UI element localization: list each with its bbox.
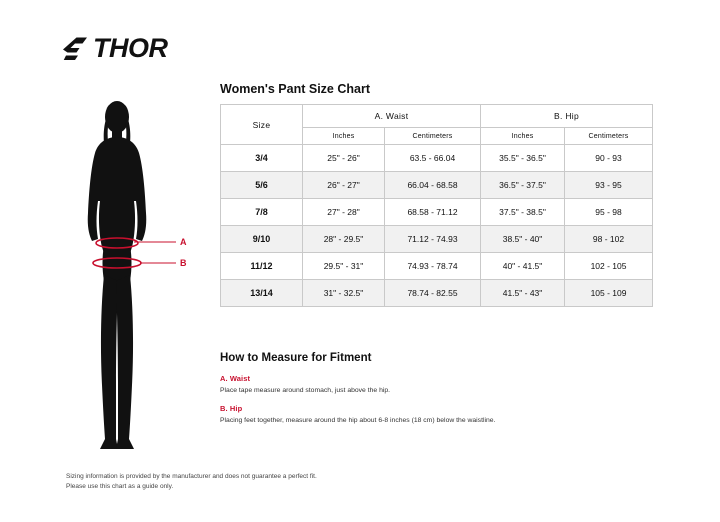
- cell-waist-cm: 63.5 - 66.04: [385, 145, 481, 172]
- howto-waist-heading: A. Waist: [220, 374, 251, 383]
- brand-name: THOR: [93, 32, 168, 63]
- column-header-hip-cm: Centimeters: [565, 128, 653, 145]
- cell-hip-inches: 41.5" - 43": [481, 280, 565, 307]
- cell-hip-cm: 93 - 95: [565, 172, 653, 199]
- howto-waist-block: [220, 374, 650, 395]
- column-header-size: Size: [221, 105, 303, 145]
- cell-waist-inches: 28" - 29.5": [303, 226, 385, 253]
- cell-waist-cm: 74.93 - 78.74: [385, 253, 481, 280]
- cell-hip-inches: 37.5" - 38.5": [481, 199, 565, 226]
- cell-waist-inches: 25" - 26": [303, 145, 385, 172]
- howto-waist-text: Place tape measure around stomach, just above the hip.: [220, 387, 391, 394]
- cell-hip-cm: 95 - 98: [565, 199, 653, 226]
- size-chart-table: [220, 104, 653, 307]
- cell-hip-cm: 102 - 105: [565, 253, 653, 280]
- cell-waist-inches: 27" - 28": [303, 199, 385, 226]
- disclaimer-line-2: Please use this chart as a guide only.: [66, 482, 174, 490]
- brand-logo: [60, 30, 190, 66]
- cell-waist-cm: 78.74 - 82.55: [385, 280, 481, 307]
- table-row: [221, 145, 653, 172]
- column-header-waist-inches: Inches: [303, 128, 385, 145]
- column-header-hip: B. Hip: [481, 105, 653, 128]
- howto-title: How to Measure for Fitment: [220, 352, 372, 364]
- cell-size: 3/4: [221, 145, 303, 172]
- cell-waist-cm: 68.58 - 71.12: [385, 199, 481, 226]
- female-silhouette-icon: [60, 95, 200, 460]
- table-group-header-row: [221, 105, 653, 128]
- table-row: [221, 280, 653, 307]
- column-header-waist-cm: Centimeters: [385, 128, 481, 145]
- table-row: [221, 199, 653, 226]
- column-header-hip-inches: Inches: [481, 128, 565, 145]
- cell-hip-inches: 35.5" - 36.5": [481, 145, 565, 172]
- cell-waist-cm: 66.04 - 68.58: [385, 172, 481, 199]
- cell-size: 9/10: [221, 226, 303, 253]
- table-row: [221, 253, 653, 280]
- cell-waist-inches: 31" - 32.5": [303, 280, 385, 307]
- disclaimer: [66, 472, 486, 492]
- cell-hip-inches: 38.5" - 40": [481, 226, 565, 253]
- body-figure: [60, 95, 200, 460]
- cell-hip-cm: 90 - 93: [565, 145, 653, 172]
- cell-hip-cm: 105 - 109: [565, 280, 653, 307]
- cell-hip-inches: 40" - 41.5": [481, 253, 565, 280]
- howto-hip-text: Placing feet together, measure around the hip about 6-8 inches (18 cm) below the waistline.: [220, 417, 496, 424]
- page-title: Women's Pant Size Chart: [220, 82, 370, 96]
- cell-waist-cm: 71.12 - 74.93: [385, 226, 481, 253]
- hip-marker-label: B: [180, 258, 187, 268]
- cell-size: 13/14: [221, 280, 303, 307]
- cell-waist-inches: 29.5" - 31": [303, 253, 385, 280]
- table-row: [221, 172, 653, 199]
- waist-marker-label: A: [180, 237, 187, 247]
- cell-size: 7/8: [221, 199, 303, 226]
- cell-hip-cm: 98 - 102: [565, 226, 653, 253]
- disclaimer-line-1: Sizing information is provided by the manufacturer and does not guarantee a perfect fit.: [66, 473, 317, 480]
- howto-hip-block: [220, 404, 650, 425]
- column-header-waist: A. Waist: [303, 105, 481, 128]
- howto-hip-heading: B. Hip: [220, 404, 243, 413]
- cell-size: 11/12: [221, 253, 303, 280]
- cell-size: 5/6: [221, 172, 303, 199]
- table-row: [221, 226, 653, 253]
- cell-hip-inches: 36.5" - 37.5": [481, 172, 565, 199]
- cell-waist-inches: 26" - 27": [303, 172, 385, 199]
- thor-helmet-icon: [60, 33, 90, 63]
